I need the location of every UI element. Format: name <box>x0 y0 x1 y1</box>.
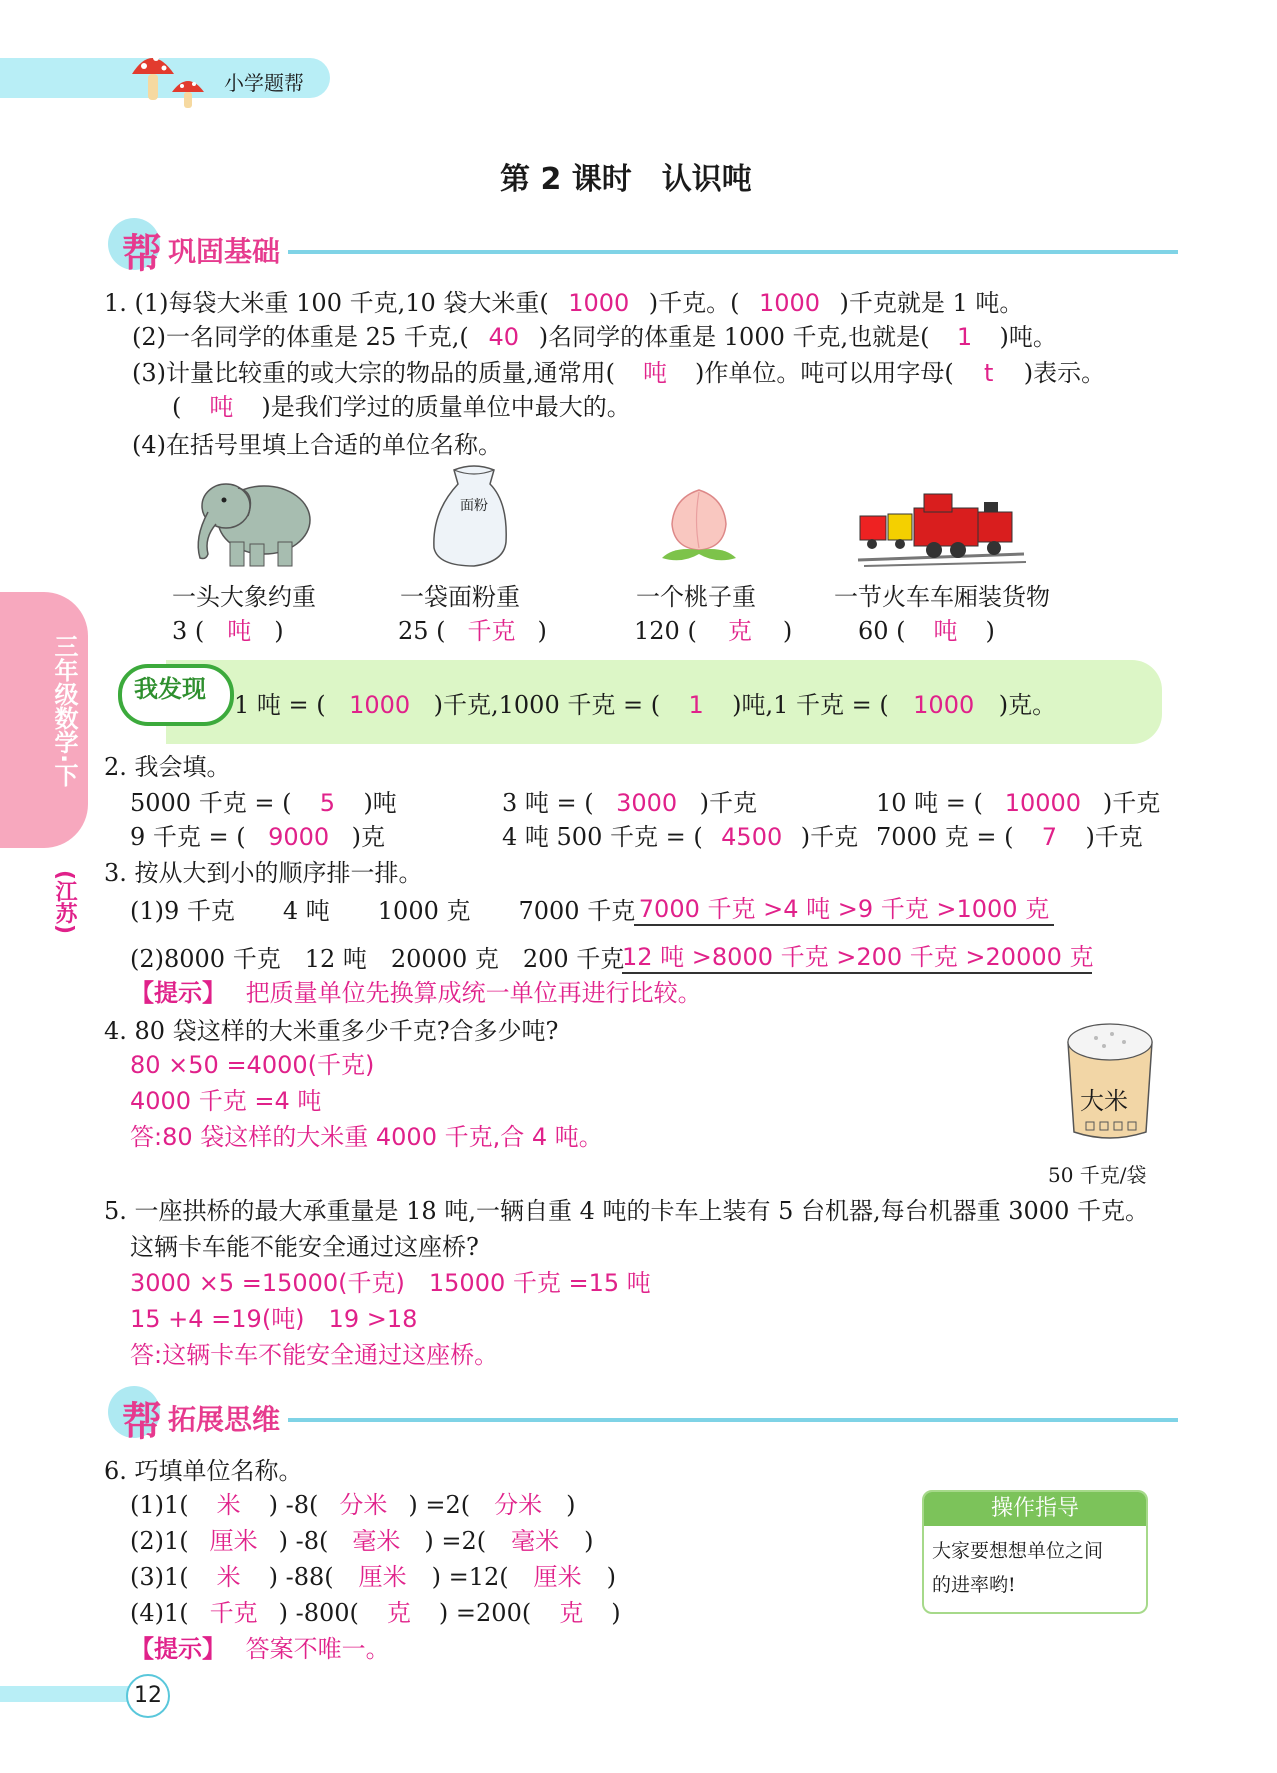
q2-text: )千克 <box>800 823 859 851</box>
q1-p2-text-d: )吨。 <box>999 323 1057 351</box>
q1-p1-text-d: )千克就是 1 吨。 <box>839 289 1024 317</box>
answer: 1000 <box>758 289 821 317</box>
answer: 1000 <box>349 691 411 719</box>
section-bang: 帮 <box>122 1399 162 1445</box>
q1-p3-text-d: )表示。 <box>1023 359 1106 387</box>
q6-text: ) -88( <box>268 1563 334 1591</box>
rice-bag-icon <box>1060 1012 1160 1146</box>
answer: 4500 <box>721 823 783 851</box>
answer: 1 <box>956 323 973 351</box>
q2-r1-c3 <box>876 788 1160 818</box>
answer: 分米 <box>339 1491 388 1519</box>
mushroom-logo-icon <box>128 44 218 114</box>
q4-line1: 80 ×50 =4000(千克) <box>130 1051 375 1079</box>
train-icon <box>854 486 1030 570</box>
side-tab-grade: 三年级数学·下 <box>50 634 78 788</box>
hint-label: 【提示】 <box>130 978 226 1007</box>
q3-part1-answer: 7000 千克 >4 吨 >9 千克 >1000 克 <box>634 894 1054 926</box>
q6-title: 6. 巧填单位名称。 <box>104 1457 303 1485</box>
discover-text <box>234 690 1056 720</box>
discover-text-e: )克。 <box>998 691 1057 719</box>
q1-part1 <box>104 288 1023 318</box>
q2-text: )吨 <box>363 789 397 817</box>
answer: 分米 <box>494 1491 543 1519</box>
q6-text: (4)1( <box>130 1599 189 1627</box>
q5-title: 5. 一座拱桥的最大承重量是 18 吨,一辆自重 4 吨的卡车上装有 5 台机器,每台机器重 3000 千克。 <box>104 1197 1149 1225</box>
answer: 克 <box>386 1599 411 1627</box>
q6-row1 <box>130 1490 575 1520</box>
q1-p3-text-a: (3)计量比较重的或大宗的物品的质量,通常用( <box>132 359 615 387</box>
peach-icon <box>654 484 744 566</box>
item-label-train: 一节火车车厢装货物 <box>834 583 1050 611</box>
section-divider <box>288 250 1178 254</box>
q1-p1-text-c: )千克。( <box>648 289 740 317</box>
q6-row3 <box>130 1562 616 1592</box>
q2-r1-c2 <box>502 788 757 818</box>
q1-p1-text-a: 1. (1)每袋大米重 100 千克,10 袋大米重( <box>104 289 549 317</box>
q1-p2-text-c: )名同学的体重是 1000 千克,也就是( <box>538 323 930 351</box>
q6-text: ) =2( <box>408 1491 471 1519</box>
guide-box <box>922 1490 1148 1614</box>
brand-name: 小学题帮 <box>224 71 304 95</box>
flour-bag-icon <box>424 462 524 572</box>
guide-text-2: 的进率哟! <box>932 1574 1016 1596</box>
discover-text-d: )吨,1 千克 = ( <box>732 691 889 719</box>
q6-text: ) <box>566 1491 576 1519</box>
answer: 米 <box>216 1491 241 1519</box>
answer: t <box>984 359 994 387</box>
guide-header <box>924 1492 1146 1526</box>
item-label-flour: 一袋面粉重 <box>400 583 520 611</box>
q6-row4 <box>130 1598 621 1628</box>
q6-text: (3)1( <box>130 1563 189 1591</box>
q6-text: ) =2( <box>424 1527 487 1555</box>
q6-row2 <box>130 1526 593 1556</box>
q6-text: (1)1( <box>130 1491 189 1519</box>
q2-text: 9 千克 = ( <box>130 823 246 851</box>
item-num: 3 ( <box>172 617 205 645</box>
answer: 厘米 <box>358 1563 407 1591</box>
q1-part3 <box>132 358 1105 388</box>
answer: 1 <box>688 691 704 719</box>
rice-bag-label: 大米 <box>1080 1087 1128 1115</box>
q6-text: ) -8( <box>268 1491 319 1519</box>
answer: 毫米 <box>511 1527 560 1555</box>
q2-text: )千克 <box>1102 789 1161 817</box>
guide-text-1: 大家要想想单位之间 <box>932 1540 1104 1562</box>
q2-text: 4 吨 500 千克 = ( <box>502 823 703 851</box>
item-num: 25 ( <box>398 617 446 645</box>
hint-label: 【提示】 <box>130 1634 226 1663</box>
elephant-icon <box>186 468 316 568</box>
item-label-elephant: 一头大象约重 <box>172 583 316 611</box>
answer: 吨 <box>227 617 252 645</box>
answer: 毫米 <box>352 1527 401 1555</box>
q5-line2: 15 +4 =19(吨) 19 >18 <box>130 1305 418 1333</box>
q6-text: ) <box>611 1599 621 1627</box>
q6-text: (2)1( <box>130 1527 189 1555</box>
q2-text: 3 吨 = ( <box>502 789 594 817</box>
q4-line3: 答:80 袋这样的大米重 4000 千克,合 4 吨。 <box>130 1123 603 1151</box>
answer: 克 <box>727 617 752 645</box>
answer: 1000 <box>913 691 975 719</box>
item-answer-flour <box>398 616 547 646</box>
answer: 40 <box>488 323 520 351</box>
answer: 克 <box>559 1599 584 1627</box>
q1-p3b-text-c: )是我们学过的质量单位中最大的。 <box>261 393 631 421</box>
q6-text: ) =200( <box>438 1599 532 1627</box>
q3-part2: (2)8000 千克 12 吨 20000 克 200 千克 <box>130 945 625 973</box>
rice-bag-caption: 50 千克/袋 <box>1048 1163 1147 1187</box>
q4-line2: 4000 千克 =4 吨 <box>130 1087 322 1115</box>
q2-text: 5000 千克 = ( <box>130 789 292 817</box>
q1-part2 <box>132 322 1057 352</box>
item-answer-elephant <box>172 616 284 646</box>
item-close: ) <box>782 617 793 645</box>
q6-hint <box>130 1634 390 1664</box>
answer: 千克 <box>467 617 516 645</box>
item-num: 120 ( <box>634 617 697 645</box>
q2-r2-c2 <box>502 822 858 852</box>
q6-text: ) <box>606 1563 617 1591</box>
q3-part1: (1)9 千克 4 吨 1000 克 7000 千克 <box>130 897 636 925</box>
q2-text: 7000 克 = ( <box>876 823 1014 851</box>
q2-r2-c3 <box>876 822 1143 852</box>
answer: 吨 <box>933 617 958 645</box>
answer: 9000 <box>268 823 330 851</box>
q2-text: )千克 <box>699 789 758 817</box>
q1-p3-text-c: )作单位。吨可以用字母( <box>695 359 954 387</box>
side-tab-region: (江苏) <box>52 870 77 935</box>
q3-hint <box>130 978 702 1008</box>
item-num: 60 ( <box>858 617 906 645</box>
q2-text: 10 吨 = ( <box>876 789 983 817</box>
q5-line1: 3000 ×5 =15000(千克) 15000 千克 =15 吨 <box>130 1269 651 1297</box>
answer: 厘米 <box>209 1527 258 1555</box>
q1-part3b <box>172 392 631 422</box>
q2-text: )克 <box>351 823 386 851</box>
q1-p3b-text-a: ( <box>172 393 182 421</box>
q2-r1-c1 <box>130 788 397 818</box>
q5-line3: 答:这辆卡车不能安全通过这座桥。 <box>130 1341 499 1369</box>
flour-bag-text: 面粉 <box>460 498 488 514</box>
q3-title: 3. 按从大到小的顺序排一排。 <box>104 859 423 887</box>
item-close: ) <box>537 617 547 645</box>
hint-text: 答案不唯一。 <box>245 1635 390 1663</box>
answer: 10000 <box>1004 789 1082 817</box>
hint-text: 把质量单位先换算成统一单位再进行比较。 <box>245 979 702 1007</box>
q6-text: ) =12( <box>431 1563 509 1591</box>
answer: 7 <box>1041 823 1058 851</box>
q2-r2-c1 <box>130 822 385 852</box>
page-number-badge <box>126 1674 170 1718</box>
q5-title2: 这辆卡车能不能安全通过这座桥? <box>130 1233 479 1261</box>
item-label-peach: 一个桃子重 <box>636 583 756 611</box>
q6-text: ) -800( <box>278 1599 359 1627</box>
answer: 1000 <box>568 289 630 317</box>
section-bang: 帮 <box>122 231 162 277</box>
answer: 千克 <box>209 1599 258 1627</box>
q1-p2-text-a: (2)一名同学的体重是 25 千克,( <box>132 323 469 351</box>
section-title: 拓展思维 <box>168 1403 281 1436</box>
item-close: ) <box>274 617 284 645</box>
guide-title: 操作指导 <box>990 1496 1079 1521</box>
q2-text: )千克 <box>1085 823 1143 851</box>
section-divider <box>288 1418 1178 1422</box>
q1-part4: (4)在括号里填上合适的单位名称。 <box>132 431 502 459</box>
discover-text-c: )千克,1000 千克 = ( <box>433 691 661 719</box>
answer: 吨 <box>209 393 234 421</box>
discover-badge-text: 我发现 <box>134 675 206 703</box>
page-number: 12 <box>134 1683 162 1708</box>
q6-text: ) -8( <box>278 1527 329 1555</box>
q3-part2-answer: 12 吨 >8000 千克 >200 千克 >20000 克 <box>622 942 1092 974</box>
answer: 厘米 <box>533 1563 582 1591</box>
answer: 米 <box>216 1563 241 1591</box>
page-title: 第 2 课时 认识吨 <box>500 162 752 197</box>
item-close: ) <box>985 617 995 645</box>
section-title: 巩固基础 <box>168 235 281 268</box>
discover-text-a: 1 吨 = ( <box>234 691 326 719</box>
q2-title: 2. 我会填。 <box>104 753 231 781</box>
item-answer-train <box>858 616 995 646</box>
q4-title: 4. 80 袋这样的大米重多少千克?合多少吨? <box>104 1017 559 1045</box>
answer: 3000 <box>616 789 678 817</box>
answer: 吨 <box>643 359 667 387</box>
answer: 5 <box>319 789 336 817</box>
q6-text: ) <box>584 1527 594 1555</box>
item-answer-peach <box>634 616 792 646</box>
